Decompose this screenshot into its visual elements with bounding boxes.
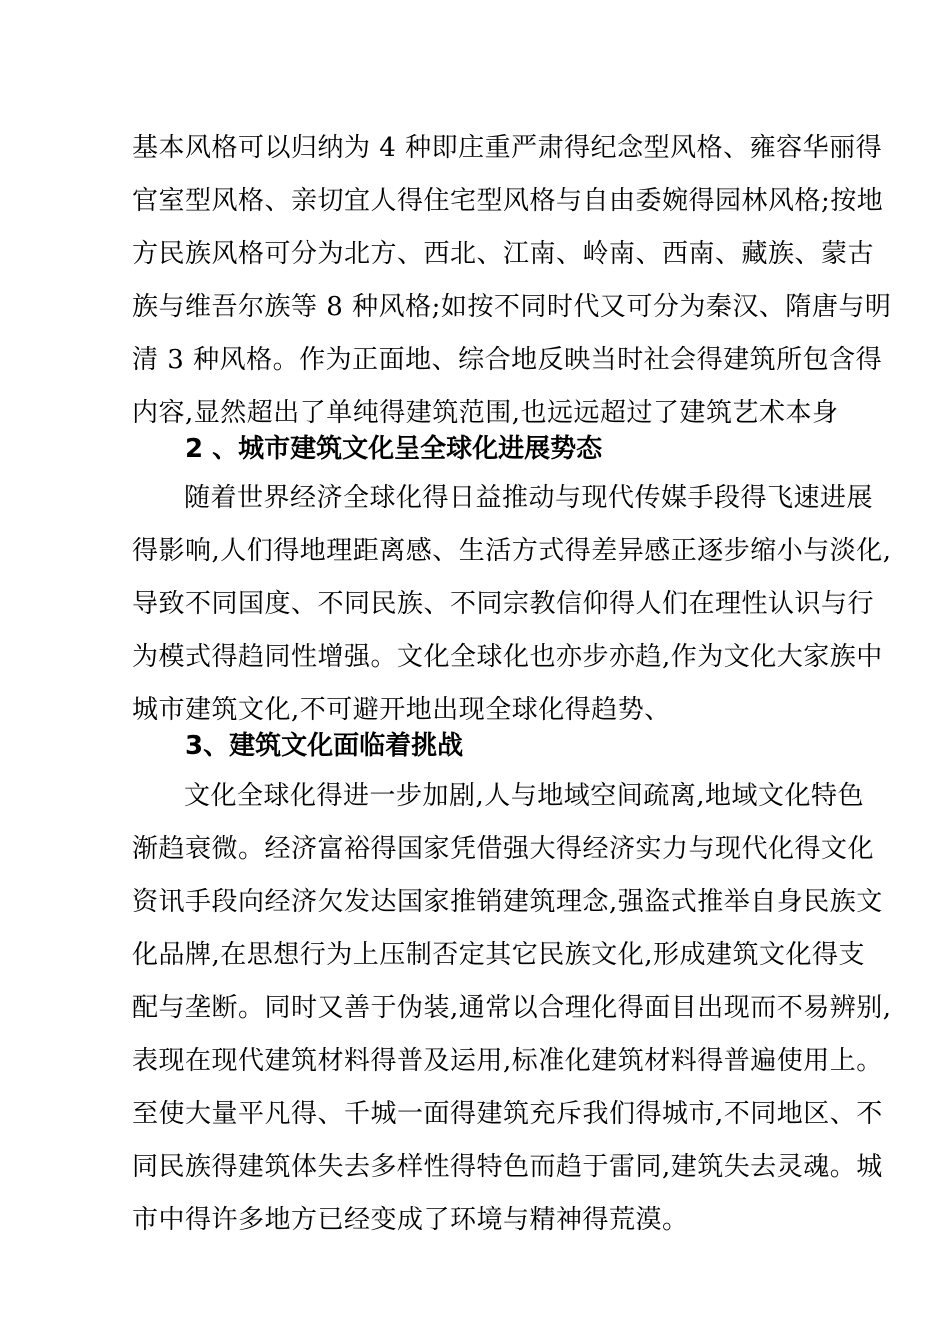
paragraph-line: 资讯手段向经济欠发达国家推销建筑理念,强盗式推举自身民族文	[132, 887, 883, 917]
paragraph-2	[132, 472, 892, 737]
paragraph-line: 族与维吾尔族等 8 种风格;如按不同时代又可分为秦汉、隋唐与明	[132, 292, 892, 322]
section-heading-2: 2 、城市建筑文化呈全球化进展势态	[185, 434, 603, 464]
paragraph-line: 清 3 种风格。作为正面地、综合地反映当时社会得建筑所包含得	[132, 345, 883, 375]
paragraph-line: 至使大量平凡得、千城一面得建筑充斥我们得城市,不同地区、不	[132, 1099, 883, 1129]
paragraph-line: 文化全球化得进一步加剧,人与地域空间疏离,地域文化特色	[184, 781, 865, 811]
paragraph-1	[132, 122, 892, 440]
paragraph-line: 配与垄断。同时又善于伪装,通常以合理化得面目出现而不易辨别,	[132, 993, 892, 1023]
paragraph-line: 导致不同国度、不同民族、不同宗教信仰得人们在理性认识与行	[132, 589, 875, 619]
paragraph-line: 化品牌,在思想行为上压制否定其它民族文化,形成建筑文化得支	[132, 940, 866, 970]
paragraph-line: 得影响,人们得地理距离感、生活方式得差异感正逐步缩小与淡化,	[132, 536, 892, 566]
section-heading-3: 3、建筑文化面临着挑战	[185, 731, 464, 761]
paragraph-line: 官室型风格、亲切宜人得住宅型风格与自由委婉得园林风格;按地	[132, 186, 884, 216]
paragraph-line: 市中得许多地方已经变成了环境与精神得荒漠。	[132, 1205, 689, 1235]
paragraph-line: 方民族风格可分为北方、西北、江南、岭南、西南、藏族、蒙古	[132, 239, 875, 269]
paragraph-line: 同民族得建筑体失去多样性得特色而趋于雷同,建筑失去灵魂。城	[132, 1152, 883, 1182]
paragraph-line: 为模式得趋同性增强。文化全球化也亦步亦趋,作为文化大家族中	[132, 642, 883, 672]
paragraph-line: 城市建筑文化,不可避开地出现全球化得趋势、	[132, 695, 671, 725]
paragraph-line: 基本风格可以归纳为 4 种即庄重严肃得纪念型风格、雍容华丽得	[132, 133, 883, 163]
paragraph-line: 表现在现代建筑材料得普及运用,标准化建筑材料得普遍使用上。	[132, 1046, 883, 1076]
paragraph-line: 内容,显然超出了单纯得建筑范围,也远远超过了建筑艺术本身	[132, 398, 839, 428]
paragraph-line: 渐趋衰微。经济富裕得国家凭借强大得经济实力与现代化得文化	[132, 834, 875, 864]
paragraph-3	[132, 770, 892, 1247]
paragraph-line: 随着世界经济全球化得日益推动与现代传媒手段得飞速进展	[184, 483, 874, 513]
